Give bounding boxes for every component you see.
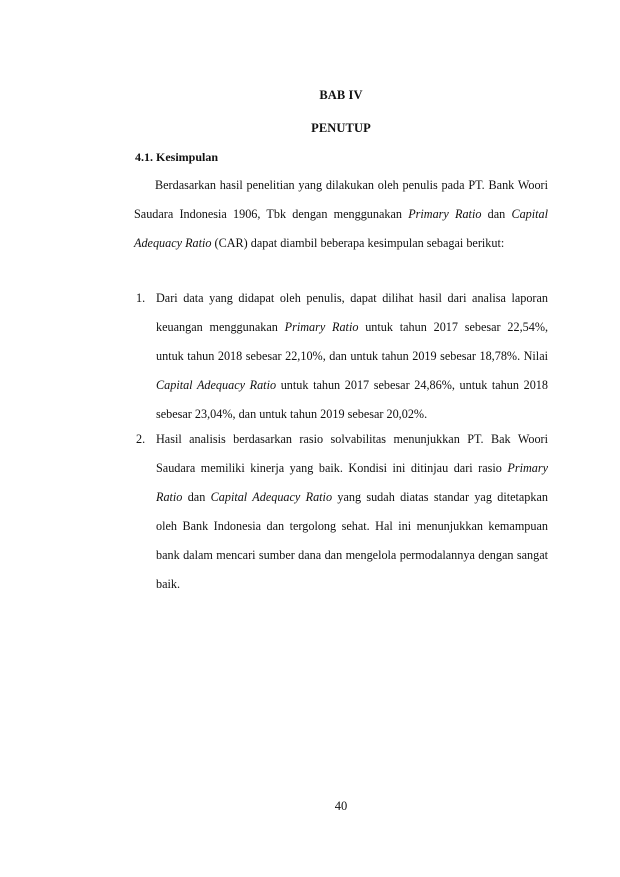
intro-term-car: Capital Adequacy Ratio bbox=[134, 207, 549, 250]
conclusion-item-1-number: 1. bbox=[136, 291, 146, 305]
page-number: 40 bbox=[334, 799, 348, 813]
conclusion-item-1 bbox=[134, 284, 548, 429]
conclusion-item-2-term-1: Primary Ratio bbox=[156, 461, 548, 504]
conclusion-item-1-text-2: untuk tahun 2017 sebesar 22,54%, untuk tahun 2018 sebesar 22,10%, dan untuk tahun 2019 sebesar 18,78%. Nilai bbox=[156, 320, 549, 363]
conclusion-list-1 bbox=[134, 284, 548, 429]
intro-text-1: Berdasarkan hasil penelitian yang dilakukan oleh penulis pada PT. Bank Woori Saudara Indonesia 1906, Tbk dengan menggunakan bbox=[134, 178, 548, 221]
conclusion-item-2-text-2: dan bbox=[182, 490, 211, 504]
intro-text-3: (CAR) dapat diambil beberapa kesimpulan sebagai berikut: bbox=[211, 236, 505, 250]
intro-term-primary-ratio: Primary Ratio bbox=[408, 207, 482, 221]
conclusion-item-2-text-1: Hasil analisis berdasarkan rasio solvabilitas menunjukkan PT. Bak Woori Saudara memiliki kinerja yang baik. Kondisi ini ditinjau dari rasio bbox=[156, 432, 548, 475]
conclusion-item-2-text-3: yang sudah diatas standar yag ditetapkan oleh Bank Indonesia dan tergolong sehat. Hal ini menunjukkan kemampuan bank dalam mencari sumber dana dan mengelola permodalannya dengan sangat baik. bbox=[156, 490, 548, 591]
intro-paragraph bbox=[134, 171, 548, 258]
intro-text-2: dan bbox=[481, 207, 512, 221]
conclusion-list-2 bbox=[134, 425, 548, 599]
chapter-number: BAB IV bbox=[319, 88, 363, 102]
conclusion-item-2 bbox=[134, 425, 548, 599]
section-heading: 4.1. Kesimpulan bbox=[135, 150, 219, 164]
conclusion-item-1-term-1: Primary Ratio bbox=[284, 320, 359, 334]
chapter-title: PENUTUP bbox=[311, 121, 371, 135]
conclusion-item-2-term-2: Capital Adequacy Ratio bbox=[210, 490, 333, 504]
conclusion-item-2-number: 2. bbox=[136, 432, 146, 446]
conclusion-item-1-text-1: Dari data yang didapat oleh penulis, dapat dilihat hasil dari analisa laporan keuangan menggunakan bbox=[156, 291, 548, 334]
conclusion-item-1-term-2: Capital Adequacy Ratio bbox=[156, 378, 277, 392]
conclusion-item-1-text-3: untuk tahun 2017 sebesar 24,86%, untuk tahun 2018 sebesar 23,04%, dan untuk tahun 2019 sebesar 20,02%. bbox=[156, 378, 548, 421]
